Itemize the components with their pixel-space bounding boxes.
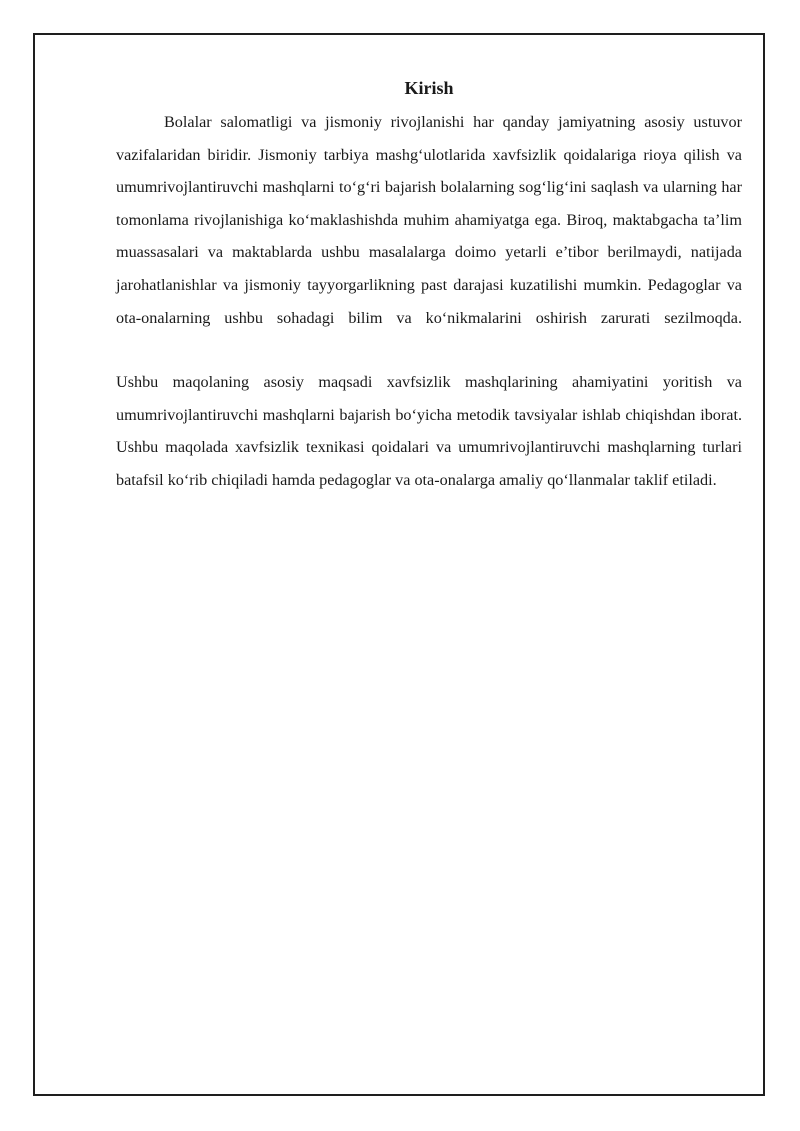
document-body <box>116 76 742 497</box>
paragraph-intro: Bolalar salomatligi va jismoniy rivojlanishi har qanday jamiyatning asosiy ustuvor vazifalaridan biridir. Jismoniy tarbiya mashg‘ulotlarida xavfsizlik qoidalariga rioya qilish va umumrivojlantiruvchi mashqlarni to‘g‘ri bajarish bolalarning sog‘lig‘ini saqlash va ularning har tomonlama rivojlanishiga ko‘maklashishda muhim ahamiyatga ega. Biroq, maktabgacha ta’lim muassasalari va maktablarda ushbu masalalarga doimo yetarli e’tibor berilmaydi, natijada jarohatlanishlar va jismoniy tayyorgarlikning past darajasi kuzatilishi mumkin. Pedagoglar va ota-onalarning ushbu sohadagi bilim va ko‘nikmalarini oshirish zarurati sezilmoqda. <box>116 113 742 327</box>
paragraph-gap <box>116 334 742 366</box>
paragraph-aim: Ushbu maqolaning asosiy maqsadi xavfsizlik mashqlarining ahamiyatini yoritish va umumrivojlantiruvchi mashqlarni bajarish bo‘yicha metodik tavsiyalar ishlab chiqishdan iborat. Ushbu maqolada xavfsizlik texnikasi qoidalari va umumrivojlantiruvchi mashqlarning turlari batafsil ko‘rib chiqiladi hamda pedagoglar va ota-onalarga amaliy qo‘llanmalar taklif etiladi. <box>116 373 742 489</box>
document-title: Kirish <box>404 78 454 98</box>
